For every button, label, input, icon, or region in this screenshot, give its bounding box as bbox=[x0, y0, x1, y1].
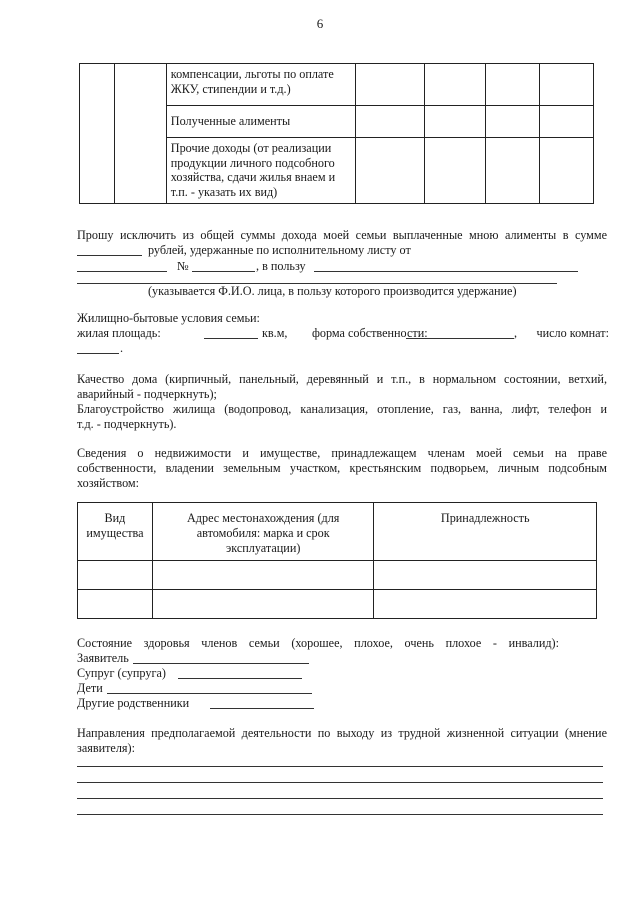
number-sign: № bbox=[177, 259, 189, 273]
rooms-label: число комнат: bbox=[536, 326, 609, 340]
date-blank[interactable] bbox=[77, 271, 167, 272]
income-label-cell bbox=[166, 138, 355, 204]
header-property-type bbox=[78, 503, 153, 561]
property-cell[interactable] bbox=[78, 561, 153, 590]
value-cell[interactable] bbox=[355, 138, 425, 204]
table-row bbox=[78, 561, 597, 590]
row-label-line: компенсации, льготы по оплате bbox=[170, 67, 334, 81]
header-line: имущества bbox=[86, 526, 144, 540]
value-cell[interactable] bbox=[486, 106, 540, 138]
value-cell[interactable] bbox=[486, 138, 540, 204]
row-label-line: продукции личного подсобного bbox=[170, 155, 335, 170]
property-text-line: Сведения о недвижимости и имуществе, принадлежащем членам моей семьи на праве bbox=[77, 446, 607, 460]
value-cell[interactable] bbox=[425, 138, 486, 204]
ownership-blank[interactable] bbox=[406, 338, 514, 339]
header-line: Адрес местонахождения (для bbox=[187, 511, 340, 525]
period: . bbox=[120, 341, 124, 355]
children-health-blank[interactable] bbox=[107, 693, 312, 694]
spouse-label: Супруг (супруга) bbox=[77, 666, 166, 680]
header-line: Принадлежность bbox=[440, 511, 530, 525]
property-table bbox=[77, 502, 597, 619]
directions-line: заявителя): bbox=[77, 741, 135, 755]
applicant-health-blank[interactable] bbox=[133, 663, 309, 664]
area-label: жилая площадь: bbox=[77, 326, 161, 340]
header-line: Вид bbox=[104, 511, 126, 525]
answer-line[interactable] bbox=[77, 814, 603, 815]
amount-blank[interactable] bbox=[77, 255, 142, 256]
recipient-blank[interactable] bbox=[314, 271, 578, 272]
alimony-request-text: Прошу исключить из общей суммы дохода моей семьи выплаченные мною алименты в сумме bbox=[77, 228, 607, 242]
value-cell[interactable] bbox=[486, 64, 540, 106]
value-cell[interactable] bbox=[540, 138, 594, 204]
answer-line[interactable] bbox=[77, 798, 603, 799]
header-address bbox=[152, 503, 374, 561]
house-quality-line: аварийный - подчеркнуть); bbox=[77, 387, 217, 401]
value-cell[interactable] bbox=[540, 64, 594, 106]
value-cell[interactable] bbox=[425, 106, 486, 138]
house-quality-line: Качество дома (кирпичный, панельный, деревянный и т.п., в нормальном состоянии, ветхий, bbox=[77, 372, 607, 386]
header-line: эксплуатации) bbox=[226, 541, 301, 555]
spouse-health-blank[interactable] bbox=[178, 678, 302, 679]
value-cell[interactable] bbox=[355, 64, 425, 106]
table-row bbox=[80, 64, 594, 106]
income-table bbox=[79, 63, 594, 204]
income-label-cell bbox=[166, 106, 355, 138]
health-heading: Состояние здоровья членов семьи (хорошее, плохое, очень плохое - инвалид): bbox=[77, 636, 559, 650]
table-cell bbox=[80, 64, 115, 204]
page-number: 6 bbox=[316, 16, 324, 31]
property-text-line: хозяйством: bbox=[77, 476, 140, 490]
row-label-line: Прочие доходы (от реализации bbox=[170, 141, 332, 155]
header-ownership bbox=[374, 503, 597, 561]
value-cell[interactable] bbox=[355, 106, 425, 138]
table-header-row bbox=[78, 503, 597, 561]
property-cell[interactable] bbox=[152, 561, 374, 590]
property-cell[interactable] bbox=[374, 561, 597, 590]
answer-line[interactable] bbox=[77, 782, 603, 783]
property-cell[interactable] bbox=[78, 590, 153, 619]
document-number-blank[interactable] bbox=[192, 271, 255, 272]
property-text-line: собственности, владении земельным участком, крестьянским подворьем, личным подсобным bbox=[77, 461, 607, 475]
amenities-line: т.д. - подчеркнуть). bbox=[77, 417, 177, 431]
relatives-label: Другие родственники bbox=[77, 696, 190, 710]
value-cell[interactable] bbox=[540, 106, 594, 138]
comma: , bbox=[514, 326, 518, 340]
in-favor-label: , в пользу bbox=[256, 259, 306, 273]
row-label-line: т.п. - указать их вид) bbox=[170, 184, 278, 199]
answer-line[interactable] bbox=[77, 766, 603, 767]
income-label-cell bbox=[166, 64, 355, 106]
applicant-label: Заявитель bbox=[77, 651, 129, 665]
row-label-line: хозяйства, сдачи жилья внаем и bbox=[170, 170, 336, 185]
living-conditions-heading: Жилищно-бытовые условия семьи: bbox=[77, 311, 260, 325]
ownership-label: форма собственности: bbox=[312, 326, 428, 340]
table-cell bbox=[114, 64, 166, 204]
row-label-line: ЖКУ, стипендии и т.д.) bbox=[170, 81, 291, 96]
table-row bbox=[78, 590, 597, 619]
relatives-health-blank[interactable] bbox=[210, 708, 314, 709]
property-cell[interactable] bbox=[374, 590, 597, 619]
children-label: Дети bbox=[77, 681, 103, 695]
alimony-caption: (указывается Ф.И.О. лица, в пользу которого производится удержание) bbox=[148, 284, 517, 298]
value-cell[interactable] bbox=[425, 64, 486, 106]
property-cell[interactable] bbox=[152, 590, 374, 619]
amenities-line: Благоустройство жилища (водопровод, канализация, отопление, газ, ванна, лифт, телефон и bbox=[77, 402, 607, 416]
row-label-line: Полученные алименты bbox=[170, 114, 291, 128]
rooms-blank[interactable] bbox=[77, 353, 119, 354]
header-line: автомобиля: марка и срок bbox=[196, 526, 330, 540]
area-unit: кв.м, bbox=[262, 326, 288, 340]
directions-line: Направления предполагаемой деятельности по выходу из трудной жизненной ситуации (мнение bbox=[77, 726, 607, 740]
area-blank[interactable] bbox=[204, 338, 258, 339]
alimony-amount-label: рублей, удержанные по исполнительному листу от bbox=[148, 243, 411, 257]
